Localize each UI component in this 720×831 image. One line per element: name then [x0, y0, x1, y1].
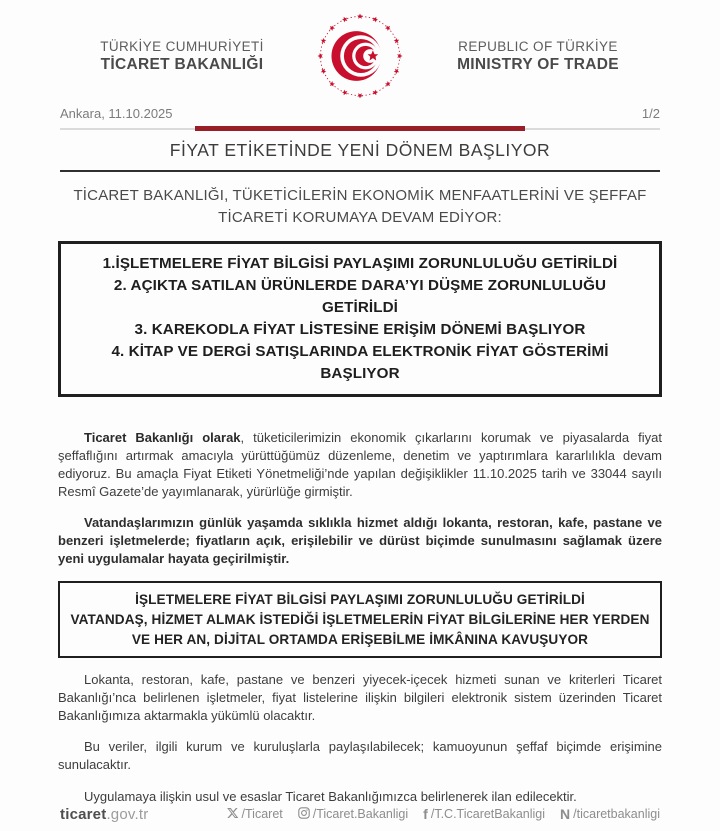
highlight-item-2: 2. AÇIKTA SATILAN ÜRÜNLERDE DARA’YI DÜŞME ZORUNLULUĞU GETİRİLDİ: [113, 276, 607, 316]
social-links: [227, 807, 660, 822]
instagram-icon: [298, 807, 310, 822]
nsosyal-icon: N: [560, 806, 571, 823]
statement-line-1: İŞLETMELERE FİYAT BİLGİSİ PAYLAŞIMI ZORUNLULUĞU GETİRİLDİ: [135, 592, 585, 608]
social-handle: /Ticaret.Bakanligi: [312, 807, 409, 822]
statement-line-2: VATANDAŞ, HİZMET ALMAK İSTEDİĞİ İŞLETMELERİN FİYAT BİLGİLERİNE HER YERDEN VE HER AN, DİJİTAL ORTAMDA ERİŞEBİLME İMKÂNINA KAVUŞUYOR: [70, 611, 650, 647]
header: [0, 0, 720, 102]
paragraph-5: Uygulamaya ilişkin usul ve esaslar Ticaret Bakanlığımızca belirlenerek ilan edilecektir.: [84, 788, 577, 804]
subtitle: TİCARET BAKANLIĞI, TÜKETİCİLERİN EKONOMİK MENFAATLERİNİ VE ŞEFFAF TİCARETİ KORUMAYA DEVAM EDİYOR:: [73, 187, 647, 226]
highlight-item-4: 4. KİTAP VE DERGİ SATIŞLARINDA ELEKTRONİK FİYAT GÖSTERİMİ BAŞLIYOR: [111, 342, 609, 382]
social-link-x[interactable]: [227, 807, 283, 822]
highlight-item-1: 1.İŞLETMELERE FİYAT BİLGİSİ PAYLAŞIMI ZORUNLULUĞU GETİRİLDİ: [102, 254, 618, 272]
ministry-of-trade-emblem-icon: [314, 10, 406, 102]
paragraph-1-lead: Ticaret Bakanlığı olarak: [84, 429, 241, 445]
header-divider-red-segment: [195, 126, 525, 131]
org-tr-line1: TÜRKİYE CUMHURİYETİ: [100, 38, 264, 54]
social-handle: /ticaretbakanligi: [573, 807, 660, 822]
meta-row: [60, 106, 660, 121]
paragraph-4: Bu veriler, ilgili kurum ve kuruluşlarla paylaşılabilecek; kamuoyunun şeffaf biçimde erişimine sunulacaktır.: [58, 739, 662, 773]
website-rest: .gov.tr: [106, 805, 149, 823]
body-copy-lower: [58, 658, 662, 805]
website-link[interactable]: [60, 806, 148, 823]
facebook-icon: f: [423, 806, 428, 823]
title-underline: [60, 170, 660, 172]
social-handle: /T.C.TicaretBakanligi: [430, 807, 546, 822]
org-name-english: [432, 39, 644, 74]
paragraph-3: Lokanta, restoran, kafe, pastane ve benzeri yiyecek-içecek hizmeti sunan ve kriterleri Ticaret Bakanlığı’nca belirlenen işletmeler, fiyat listelerine ilişkin bilgileri elektronik sistem üzerinden Ticaret Bakanlığımıza aktarmakla yükümlü olacaktır.: [58, 672, 662, 724]
paragraph-1-rest: , tüketicilerimizin ekonomik çıkarlarını korumak ve piyasalarda fiyat şeffaflığını artırmak amacıyla yürüttüğümüz düzenleme, denetim ve yaptırımlara kararlılıkla devam ediyoruz. Bu amaçla Fiyat Etiketi Yönetmeliği’nde yapılan değişiklikler 11.10.2025 tarih ve 33044 sayılı Resmî Gazete’de yayımlanarak, yürürlüğe girmiştir.: [58, 429, 663, 499]
dateline: Ankara, 11.10.2025: [60, 106, 173, 121]
page-number: 1/2: [641, 106, 660, 121]
social-link-instagram[interactable]: [298, 807, 408, 822]
paragraph-2: Vatandaşlarımızın günlük yaşamda sıklıkla hizmet aldığı lokanta, restoran, kafe, pastane ve benzeri işletmelerde; fiyatların açık, erişilebilir ve dürüst biçimde sunulmasını sağlamak üzere yeni uygulamalar hayata geçirilmiştir.: [58, 514, 662, 567]
website-bold: ticaret: [60, 805, 107, 823]
social-handle: /Ticaret: [241, 807, 283, 822]
page-title: FİYAT ETİKETİNDE YENİ DÖNEM BAŞLIYOR: [169, 140, 551, 160]
org-name-turkish: [76, 39, 288, 74]
x-icon: [227, 807, 239, 822]
social-link-nsosyal[interactable]: [560, 807, 660, 821]
org-tr-line2: TİCARET BAKANLIĞI: [100, 55, 264, 73]
highlight-item-3: 3. KAREKODLA FİYAT LİSTESİNE ERİŞİM DÖNEMİ BAŞLIYOR: [134, 320, 586, 338]
org-en-line2: MINISTRY OF TRADE: [457, 55, 619, 73]
statement-box: [58, 581, 662, 658]
footer: [0, 806, 720, 831]
body-copy: [58, 416, 662, 568]
highlights-box: [58, 241, 662, 397]
paragraph-1: [58, 429, 662, 501]
social-link-facebook[interactable]: [423, 807, 545, 821]
org-en-line1: REPUBLIC OF TÜRKİYE: [458, 38, 618, 54]
